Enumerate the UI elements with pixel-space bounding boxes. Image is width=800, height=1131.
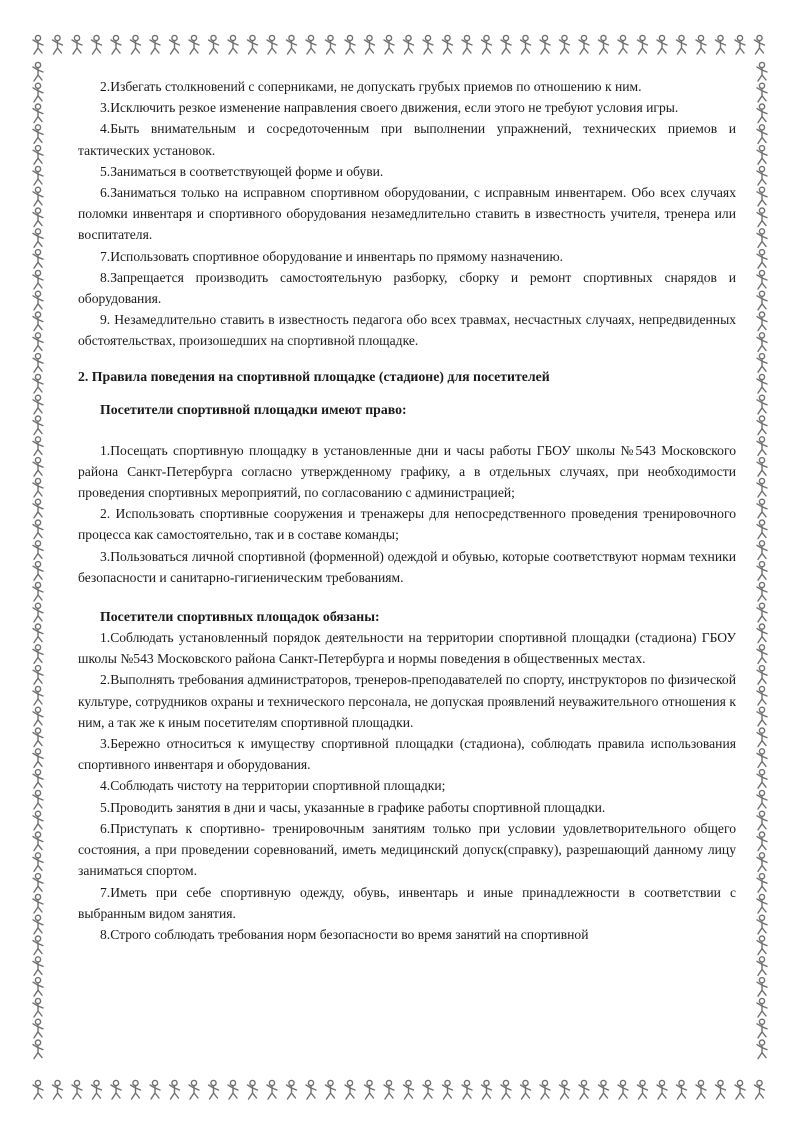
stick-figure-icon: [33, 187, 43, 206]
stick-figure-icon: [170, 35, 180, 54]
stick-figure-icon: [757, 562, 767, 581]
stick-figure-icon: [638, 1080, 648, 1099]
stick-figure-icon: [757, 645, 767, 664]
stick-figure-icon: [72, 1080, 82, 1099]
stick-figure-icon: [33, 582, 43, 601]
stick-figure-icon: [150, 1080, 160, 1099]
paragraph-item: 5.Заниматься в соответствующей форме и обуви.: [100, 163, 384, 179]
stick-figure-icon: [521, 35, 531, 54]
stick-figure-icon: [443, 1080, 453, 1099]
stick-figure-icon: [33, 333, 43, 352]
stick-figure-icon: [757, 62, 767, 81]
stick-figure-icon: [404, 1080, 414, 1099]
paragraph-item: 9. Незамедлительно ставить в известность педагога обо всех травмах, несчастных случаях, непредвиденных обстоятельствах, произошедших на спортивной площадке.: [78, 312, 736, 349]
stick-figure-icon: [696, 1080, 706, 1099]
border-left: [33, 62, 43, 1058]
stick-figure-icon: [92, 35, 102, 54]
stick-figure-icon: [33, 1019, 43, 1038]
stick-figure-icon: [33, 354, 43, 373]
stick-figure-icon: [757, 686, 767, 705]
stick-figure-icon: [757, 83, 767, 102]
stick-figure-icon: [735, 35, 745, 54]
stick-figure-icon: [131, 35, 141, 54]
stick-figure-icon: [33, 458, 43, 477]
stick-figure-icon: [33, 374, 43, 393]
stick-figure-icon: [345, 35, 355, 54]
stick-figure-icon: [757, 770, 767, 789]
stick-figure-icon: [462, 1080, 472, 1099]
stick-figure-icon: [757, 291, 767, 310]
stick-figure-icon: [267, 35, 277, 54]
stick-figure-icon: [33, 686, 43, 705]
paragraph-item: 4.Соблюдать чистоту на территории спортивной площадки;: [100, 778, 446, 794]
stick-figure-icon: [267, 1080, 277, 1099]
stick-figure-icon: [757, 478, 767, 497]
stick-figure-icon: [131, 1080, 141, 1099]
stick-figure-icon: [757, 915, 767, 934]
stick-figure-icon: [33, 853, 43, 872]
stick-figure-icon: [33, 562, 43, 581]
stick-figure-icon: [33, 229, 43, 248]
stick-figure-icon: [33, 957, 43, 976]
stick-figure-icon: [462, 35, 472, 54]
stick-figure-icon: [365, 35, 375, 54]
border-bottom: [33, 1080, 765, 1099]
stick-figure-icon: [33, 83, 43, 102]
stick-figure-icon: [306, 35, 316, 54]
stick-figure-icon: [757, 125, 767, 144]
stick-figure-icon: [757, 978, 767, 997]
paragraph-item: 1.Посещать спортивную площадку в установленные дни и часы работы ГБОУ школы №543 Московского района Санкт-Петербурга согласно утвержденному графику, а в отдельных случаях, при необходимости проведения спортивных мероприятий, по согласованию с администрацией;: [78, 442, 736, 501]
stick-figure-icon: [638, 35, 648, 54]
stick-figure-icon: [170, 1080, 180, 1099]
stick-figure-icon: [757, 166, 767, 185]
stick-figure-icon: [757, 354, 767, 373]
stick-figure-icon: [33, 437, 43, 456]
stick-figure-icon: [33, 790, 43, 809]
stick-figure-icon: [209, 35, 219, 54]
stick-figure-icon: [757, 250, 767, 269]
document-page: [78, 76, 736, 1076]
paragraph-item: 7.Использовать спортивное оборудование и инвентарь по прямому назначению.: [100, 248, 564, 264]
paragraph-item: 3.Бережно относиться к имуществу спортивной площадки (стадиона), соблюдать правила использования спортивного инвентаря и оборудования.: [78, 736, 736, 773]
stick-figure-icon: [657, 35, 667, 54]
stick-figure-icon: [599, 1080, 609, 1099]
stick-figure-icon: [757, 416, 767, 435]
stick-figure-icon: [33, 146, 43, 165]
stick-figure-icon: [248, 35, 258, 54]
stick-figure-icon: [33, 832, 43, 851]
stick-figure-icon: [757, 728, 767, 747]
stick-figure-icon: [326, 1080, 336, 1099]
stick-figure-icon: [33, 894, 43, 913]
stick-figure-icon: [404, 35, 414, 54]
stick-figure-icon: [757, 437, 767, 456]
stick-figure-icon: [755, 35, 765, 54]
paragraph-item: 1.Соблюдать установленный порядок деятельности на территории спортивной площадки (стадиона) ГБОУ школы №543 Московского района Санкт-Петербурга и нормы поведения в общественных местах.: [78, 630, 736, 667]
stick-figure-icon: [677, 35, 687, 54]
stick-figure-icon: [757, 395, 767, 414]
stick-figure-icon: [33, 936, 43, 955]
stick-figure-icon: [757, 811, 767, 830]
stick-figure-icon: [423, 1080, 433, 1099]
stick-figure-icon: [228, 35, 238, 54]
stick-figure-icon: [33, 603, 43, 622]
stick-figure-icon: [696, 35, 706, 54]
stick-figure-icon: [618, 35, 628, 54]
stick-figure-icon: [757, 229, 767, 248]
stick-figure-icon: [482, 1080, 492, 1099]
safety-rules-list: [78, 76, 736, 352]
stick-figure-icon: [540, 1080, 550, 1099]
stick-figure-icon: [757, 104, 767, 123]
stick-figure-icon: [755, 1080, 765, 1099]
stick-figure-icon: [53, 35, 63, 54]
stick-figure-icon: [287, 35, 297, 54]
stick-figure-icon: [501, 35, 511, 54]
paragraph-item: 8.Строго соблюдать требования норм безопасности во время занятий на спортивной: [100, 926, 589, 942]
paragraph-item: 5.Проводить занятия в дни и часы, указанные в графике работы спортивной площадки.: [100, 799, 606, 815]
stick-figure-icon: [757, 957, 767, 976]
stick-figure-icon: [757, 312, 767, 331]
stick-figure-icon: [33, 707, 43, 726]
stick-figure-icon: [72, 35, 82, 54]
paragraph-item: 2.Избегать столкновений с соперниками, не допускать грубых приемов по отношению к ним.: [100, 79, 642, 94]
stick-figure-icon: [757, 541, 767, 560]
stick-figure-icon: [757, 333, 767, 352]
stick-figure-icon: [33, 520, 43, 539]
stick-figure-icon: [33, 125, 43, 144]
stick-figure-icon: [33, 666, 43, 685]
stick-figure-icon: [757, 832, 767, 851]
stick-figure-icon: [33, 728, 43, 747]
stick-figure-icon: [33, 749, 43, 768]
border-right: [757, 62, 767, 1058]
stick-figure-icon: [757, 458, 767, 477]
paragraph-item: 8.Запрещается производить самостоятельную разборку, сборку и ремонт спортивных снарядов и оборудования.: [78, 269, 736, 307]
paragraph-item: 4.Быть внимательным и сосредоточенным при выполнении упражнений, технических приемов и тактических установок.: [78, 121, 736, 158]
paragraph-item: 6.Приступать к спортивно- тренировочным занятиям только при условии удовлетворительного общего состояния, а при проведении соревнований, иметь медицинский допуск(справку), разрешающий данному лицу заниматься спортом.: [78, 820, 736, 879]
stick-figure-icon: [33, 998, 43, 1017]
stick-figure-icon: [599, 35, 609, 54]
stick-figure-icon: [150, 35, 160, 54]
stick-figure-icon: [33, 1080, 43, 1099]
duties-list: [78, 627, 736, 945]
stick-figure-icon: [33, 978, 43, 997]
stick-figure-icon: [618, 1080, 628, 1099]
stick-figure-icon: [757, 894, 767, 913]
stick-figure-icon: [209, 1080, 219, 1099]
stick-figure-icon: [33, 770, 43, 789]
stick-figure-icon: [677, 1080, 687, 1099]
stick-figure-icon: [521, 1080, 531, 1099]
stick-figure-icon: [33, 499, 43, 518]
stick-figure-icon: [365, 1080, 375, 1099]
stick-figure-icon: [33, 250, 43, 269]
stick-figure-icon: [579, 1080, 589, 1099]
stick-figure-icon: [384, 1080, 394, 1099]
stick-figure-icon: [326, 35, 336, 54]
stick-figure-icon: [306, 1080, 316, 1099]
stick-figure-icon: [757, 208, 767, 227]
stick-figure-icon: [757, 603, 767, 622]
stick-figure-icon: [757, 270, 767, 289]
stick-figure-icon: [579, 35, 589, 54]
stick-figure-icon: [228, 1080, 238, 1099]
border-top: [33, 35, 765, 54]
stick-figure-icon: [33, 1040, 43, 1059]
stick-figure-icon: [189, 1080, 199, 1099]
stick-figure-icon: [501, 1080, 511, 1099]
stick-figure-icon: [482, 35, 492, 54]
duties-heading: Посетители спортивных площадок обязаны:: [100, 609, 380, 625]
stick-figure-icon: [33, 478, 43, 497]
stick-figure-icon: [757, 666, 767, 685]
paragraph-item: 2. Использовать спортивные сооружения и тренажеры для непосредственного проведения тренировочного процесса как самостоятельно, так и в составе команды;: [78, 506, 736, 543]
section-title: 2. Правила поведения на спортивной площадке (стадионе) для посетителей: [78, 368, 550, 384]
stick-figure-icon: [757, 790, 767, 809]
stick-figure-icon: [757, 582, 767, 601]
stick-figure-icon: [757, 1040, 767, 1059]
paragraph-item: 3.Пользоваться личной спортивной (форменной) одеждой и обувью, которые соответствуют нормам техники безопасности и санитарно-гигиеническим требованиям.: [78, 548, 736, 585]
stick-figure-icon: [540, 35, 550, 54]
stick-figure-icon: [33, 208, 43, 227]
stick-figure-icon: [33, 874, 43, 893]
stick-figure-icon: [384, 35, 394, 54]
paragraph-item: 7.Иметь при себе спортивную одежду, обувь, инвентарь и иные принадлежности в соответствии с выбранным видом занятия.: [78, 884, 736, 921]
stick-figure-icon: [33, 291, 43, 310]
stick-figure-icon: [111, 1080, 121, 1099]
stick-figure-icon: [757, 187, 767, 206]
stick-figure-icon: [757, 624, 767, 643]
stick-figure-icon: [443, 35, 453, 54]
stick-figure-icon: [757, 707, 767, 726]
stick-figure-icon: [657, 1080, 667, 1099]
stick-figure-icon: [33, 915, 43, 934]
stick-figure-icon: [423, 35, 433, 54]
rights-list: [78, 440, 736, 588]
stick-figure-icon: [287, 1080, 297, 1099]
paragraph-item: 6.Заниматься только на исправном спортивном оборудовании, с исправным инвентарем. Обо всех случаях поломки инвентаря и спортивного оборудования незамедлительно ставить в известность учителя, тренера или воспитателя.: [78, 185, 736, 243]
paragraph-item: 3.Исключить резкое изменение направления своего движения, если этого не требуют условия игры.: [100, 100, 679, 116]
stick-figure-icon: [33, 645, 43, 664]
stick-figure-icon: [560, 1080, 570, 1099]
stick-figure-icon: [33, 312, 43, 331]
rights-heading: Посетители спортивной площадки имеют право:: [100, 401, 407, 417]
stick-figure-icon: [716, 35, 726, 54]
stick-figure-icon: [92, 1080, 102, 1099]
stick-figure-icon: [757, 520, 767, 539]
stick-figure-icon: [33, 416, 43, 435]
stick-figure-icon: [33, 270, 43, 289]
stick-figure-icon: [735, 1080, 745, 1099]
stick-figure-icon: [53, 1080, 63, 1099]
stick-figure-icon: [33, 104, 43, 123]
stick-figure-icon: [33, 395, 43, 414]
stick-figure-icon: [757, 853, 767, 872]
stick-figure-icon: [757, 749, 767, 768]
stick-figure-icon: [33, 624, 43, 643]
stick-figure-icon: [757, 874, 767, 893]
stick-figure-icon: [757, 499, 767, 518]
stick-figure-icon: [111, 35, 121, 54]
stick-figure-icon: [757, 146, 767, 165]
stick-figure-icon: [560, 35, 570, 54]
stick-figure-icon: [757, 374, 767, 393]
stick-figure-icon: [33, 541, 43, 560]
stick-figure-icon: [33, 811, 43, 830]
stick-figure-icon: [33, 166, 43, 185]
stick-figure-icon: [757, 936, 767, 955]
stick-figure-icon: [757, 998, 767, 1017]
stick-figure-icon: [33, 35, 43, 54]
stick-figure-icon: [345, 1080, 355, 1099]
stick-figure-icon: [248, 1080, 258, 1099]
stick-figure-icon: [757, 1019, 767, 1038]
stick-figure-icon: [33, 62, 43, 81]
paragraph-item: 2.Выполнять требования администраторов, тренеров-преподавателей по спорту, инструкторов по физической культуре, сотрудников охраны и технического персонала, не допуская проявлений неуважительного отношения к ним, а так же к иным посетителям спортивной площадки.: [78, 672, 736, 730]
stick-figure-icon: [716, 1080, 726, 1099]
stick-figure-icon: [189, 35, 199, 54]
